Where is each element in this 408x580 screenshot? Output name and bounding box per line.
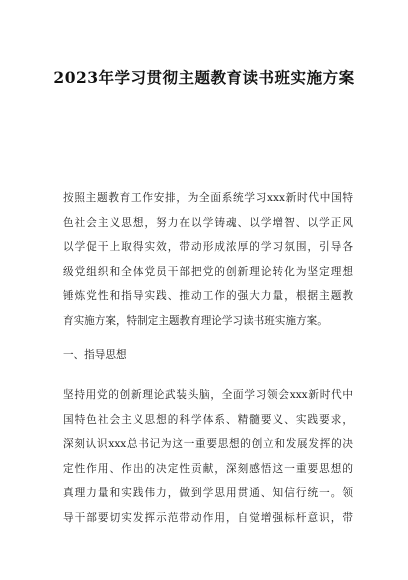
text-line: 深刻认识xxx总书记为这一重要思想的创立和发展发挥的决 bbox=[63, 438, 353, 450]
section-heading-text: 一、指导思想 bbox=[63, 349, 127, 361]
text-line: 真理力量和实践伟力，做到学思用贯通、知信行统一。领 bbox=[63, 487, 353, 499]
text-line: 级党组织和全体党员干部把党的创新理论转化为坚定理想 bbox=[63, 265, 353, 278]
text-line: 以学促干上取得实效，带动形成浓厚的学习氛围，引导各 bbox=[63, 241, 353, 253]
text-line: 国特色社会主义思想的科学体系、精髓要义、实践要求， bbox=[63, 413, 353, 426]
section-paragraph bbox=[63, 383, 353, 530]
text-line: 按照主题教育工作安排，为全面系统学习xxx新时代中国特 bbox=[63, 192, 353, 204]
document-title: 2023年学习贯彻主题教育读书班实施方案 bbox=[53, 68, 355, 87]
intro-paragraph bbox=[63, 186, 353, 333]
text-line: 导干部要切实发挥示范带动作用，自觉增强标杆意识，带 bbox=[63, 511, 353, 524]
text-line: 锤炼党性和指导实践、推动工作的强大力量，根据主题教 bbox=[63, 290, 353, 302]
section-heading bbox=[63, 343, 353, 368]
text-line: 定性作用、作出的决定性贡献，深刻感悟这一重要思想的 bbox=[63, 462, 353, 475]
text-line: 色社会主义思想，努力在以学铸魂、以学增智、以学正风 bbox=[63, 216, 353, 229]
text-line: 育实施方案，特制定主题教育理论学习读书班实施方案。 bbox=[63, 314, 328, 327]
text-line: 坚持用党的创新理论武装头脑，全面学习领会xxx新时代中 bbox=[63, 389, 353, 401]
